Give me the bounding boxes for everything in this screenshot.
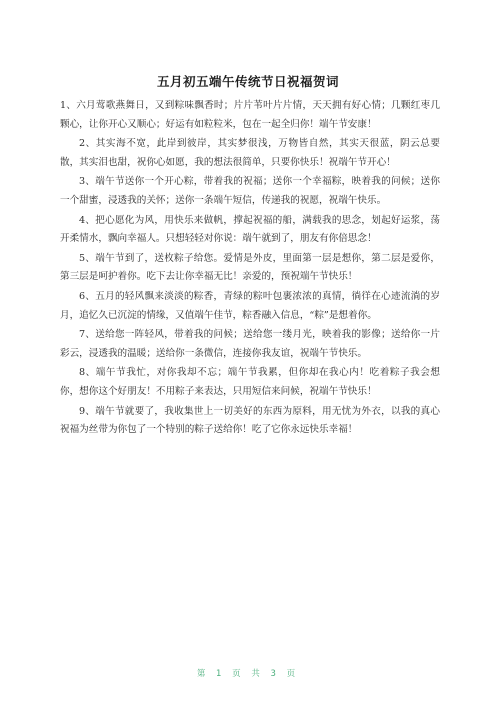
paragraph: 1、六月莺歌燕舞日，又到粽味飘香时；片片苇叶片片情，天天拥有好心情；几颗红枣几颗心，让你开心又顺心；好运有如粒粒米，包在一起全归你！端午节安康！	[60, 100, 440, 130]
paragraph: 9、端午节就要了，我收集世上一切美好的东西为原料，用无忧为外衣，以我的真心祝福为丝带为你包了一个特别的粽子送给你！吃了它你永远快乐幸福！	[60, 405, 440, 436]
page-number-footer: 第 1 页 共 3 页	[196, 669, 300, 679]
document-title: 五月初五端午传统节日祝福贺词	[156, 74, 339, 89]
paragraph: 6、五月的轻风飘来淡淡的粽香，青绿的粽叶包裹浓浓的真情，徜徉在心迹流淌的岁月，追忆久已沉淀的情缘，又值端午佳节，粽香融入信息，“粽”是想着你。	[60, 290, 440, 321]
paragraph: 7、送给您一阵轻风，带着我的问候；送给您一缕月光，映着我的影像；送给你一片彩云，浸透我的温暖；送给你一条微信，连接你我友谊，祝端午节快乐。	[60, 329, 440, 359]
paragraph: 8、端午节我忙，对你我却不忘；端午节我累，但你却在我心内！吃着粽子我会想你，想你这个好朋友！不用粽子来表达，只用短信来问候，祝端午节快乐！	[60, 367, 440, 397]
document-body	[60, 97, 440, 441]
paragraph: 4、把心愿化为风，用快乐来做帆，撑起祝福的船，满载我的思念，划起好运浆，荡开柔情水，飘向幸福人。只想轻轻对你说：端午就到了，朋友有你倍思念！	[60, 214, 440, 245]
paragraph: 5、端午节到了，送枚粽子给您。爱情是外皮，里面第一层是想你，第二层是爱你，第三层是呵护着你。吃下去让你幸福无比！亲爱的，预祝端午节快乐！	[60, 252, 440, 283]
paragraph: 2、其实海不宽，此岸到彼岸，其实梦很浅，万物皆自然，其实天很蓝，阴云总要散，其实泪也甜，祝你心如愿，我的想法很简单，只要你快乐！祝端午节开心！	[60, 138, 440, 168]
paragraph: 3、端午节送你一个开心粽，带着我的祝福；送你一个幸福粽，映着我的问候；送你一个甜蜜，浸透我的关怀；送你一条端午短信，传递我的祝愿，祝端午快乐。	[60, 176, 440, 206]
